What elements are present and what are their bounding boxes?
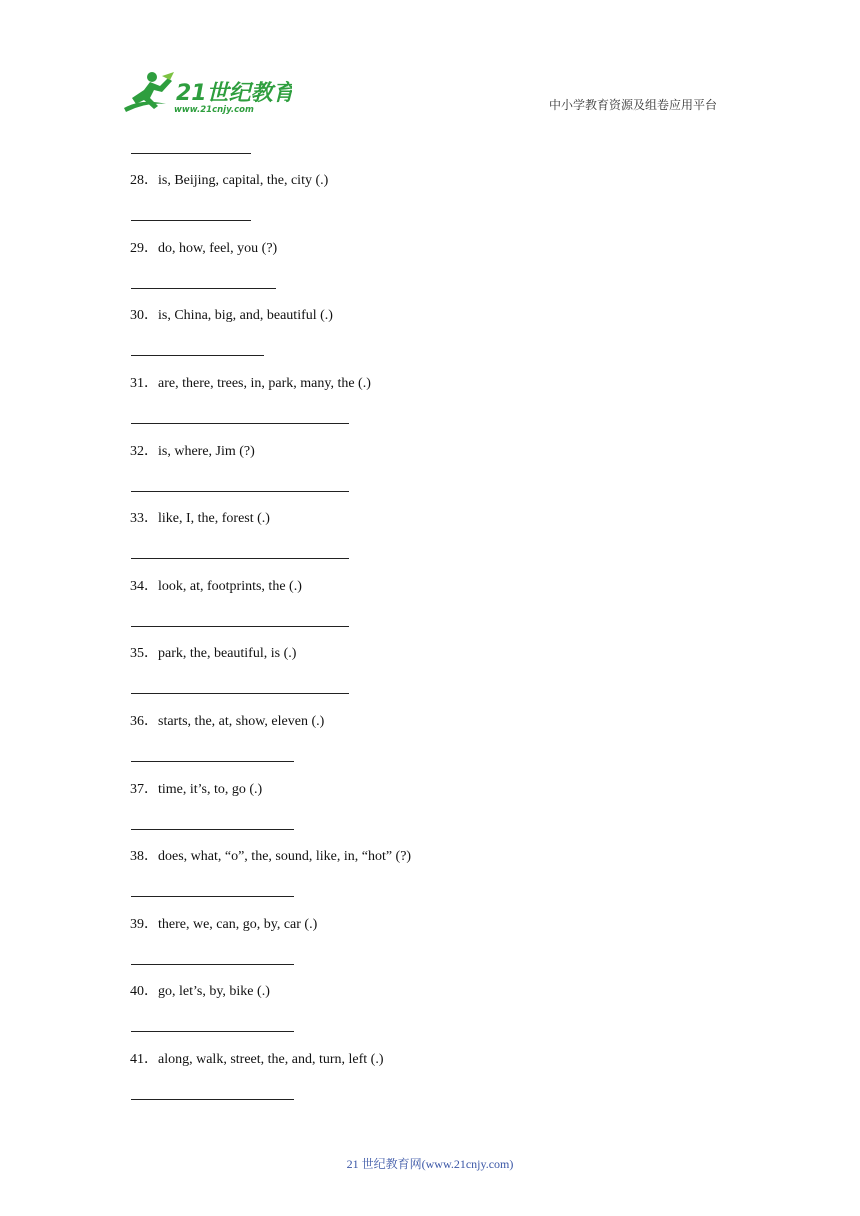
logo-sub-text: www.21cnjy.com xyxy=(174,105,254,114)
question-number: 41 xyxy=(130,1052,144,1067)
logo-main-text: 21世纪教育 xyxy=(176,81,292,106)
answer-line xyxy=(131,829,294,830)
question-text: park, the, beautiful, is (.) xyxy=(158,646,297,661)
question-35: 35．park, the, beautiful, is (.) xyxy=(130,646,297,661)
question-text: are, there, trees, in, park, many, the (.) xyxy=(158,376,371,391)
question-text: starts, the, at, show, eleven (.) xyxy=(158,714,325,729)
question-text: go, let’s, by, bike (.) xyxy=(158,984,270,999)
question-number: 37 xyxy=(130,782,144,797)
question-text: look, at, footprints, the (.) xyxy=(158,579,302,594)
question-number: 40 xyxy=(130,984,144,999)
question-text: along, walk, street, the, and, turn, left (.) xyxy=(158,1052,384,1067)
question-number: 39 xyxy=(130,917,144,932)
platform-title: 中小学教育资源及组卷应用平台 xyxy=(549,98,718,112)
question-number: 36 xyxy=(130,714,144,729)
runner-logo-icon xyxy=(122,68,292,114)
question-text: like, I, the, forest (.) xyxy=(158,511,270,526)
question-41: 41．along, walk, street, the, and, turn, left (.) xyxy=(130,1052,384,1067)
question-37: 37．time, it’s, to, go (.) xyxy=(130,782,263,797)
answer-line xyxy=(131,1099,294,1100)
answer-line xyxy=(131,761,294,762)
answer-line xyxy=(131,1031,294,1032)
question-36: 36．starts, the, at, show, eleven (.) xyxy=(130,714,325,729)
page-footer: 21 世纪教育网(www.21cnjy.com) xyxy=(346,1157,514,1171)
question-number: 29 xyxy=(130,241,144,256)
site-logo xyxy=(122,68,292,114)
answer-line xyxy=(131,423,349,424)
question-text: is, China, big, and, beautiful (.) xyxy=(158,308,333,323)
question-39: 39．there, we, can, go, by, car (.) xyxy=(130,917,318,932)
answer-line xyxy=(131,288,276,289)
question-30: 30．is, China, big, and, beautiful (.) xyxy=(130,308,333,323)
answer-line xyxy=(131,558,349,559)
answer-line xyxy=(131,355,264,356)
question-text: there, we, can, go, by, car (.) xyxy=(158,917,318,932)
question-31: 31．are, there, trees, in, park, many, the (.) xyxy=(130,376,371,391)
question-38: 38．does, what, “o”, the, sound, like, in, “hot” (?) xyxy=(130,849,412,864)
answer-line xyxy=(131,896,294,897)
answer-line xyxy=(131,153,251,154)
question-33: 33．like, I, the, forest (.) xyxy=(130,511,270,526)
question-number: 31 xyxy=(130,376,144,391)
question-text: does, what, “o”, the, sound, like, in, “hot” (?) xyxy=(158,849,412,864)
question-number: 32 xyxy=(130,444,144,459)
question-29: 29．do, how, feel, you (?) xyxy=(130,241,278,256)
question-number: 33 xyxy=(130,511,144,526)
answer-line xyxy=(131,693,349,694)
question-32: 32．is, where, Jim (?) xyxy=(130,444,255,459)
question-number: 30 xyxy=(130,308,144,323)
answer-line xyxy=(131,964,294,965)
question-40: 40．go, let’s, by, bike (.) xyxy=(130,984,270,999)
question-number: 35 xyxy=(130,646,144,661)
answer-line xyxy=(131,626,349,627)
question-text: is, where, Jim (?) xyxy=(158,444,255,459)
question-number: 38 xyxy=(130,849,144,864)
question-34: 34．look, at, footprints, the (.) xyxy=(130,579,302,594)
answer-line xyxy=(131,220,251,221)
question-text: time, it’s, to, go (.) xyxy=(158,782,263,797)
question-text: is, Beijing, capital, the, city (.) xyxy=(158,173,329,188)
answer-line xyxy=(131,491,349,492)
question-text: do, how, feel, you (?) xyxy=(158,241,278,256)
question-number: 34 xyxy=(130,579,144,594)
question-28: 28．is, Beijing, capital, the, city (.) xyxy=(130,173,329,188)
question-number: 28 xyxy=(130,173,144,188)
